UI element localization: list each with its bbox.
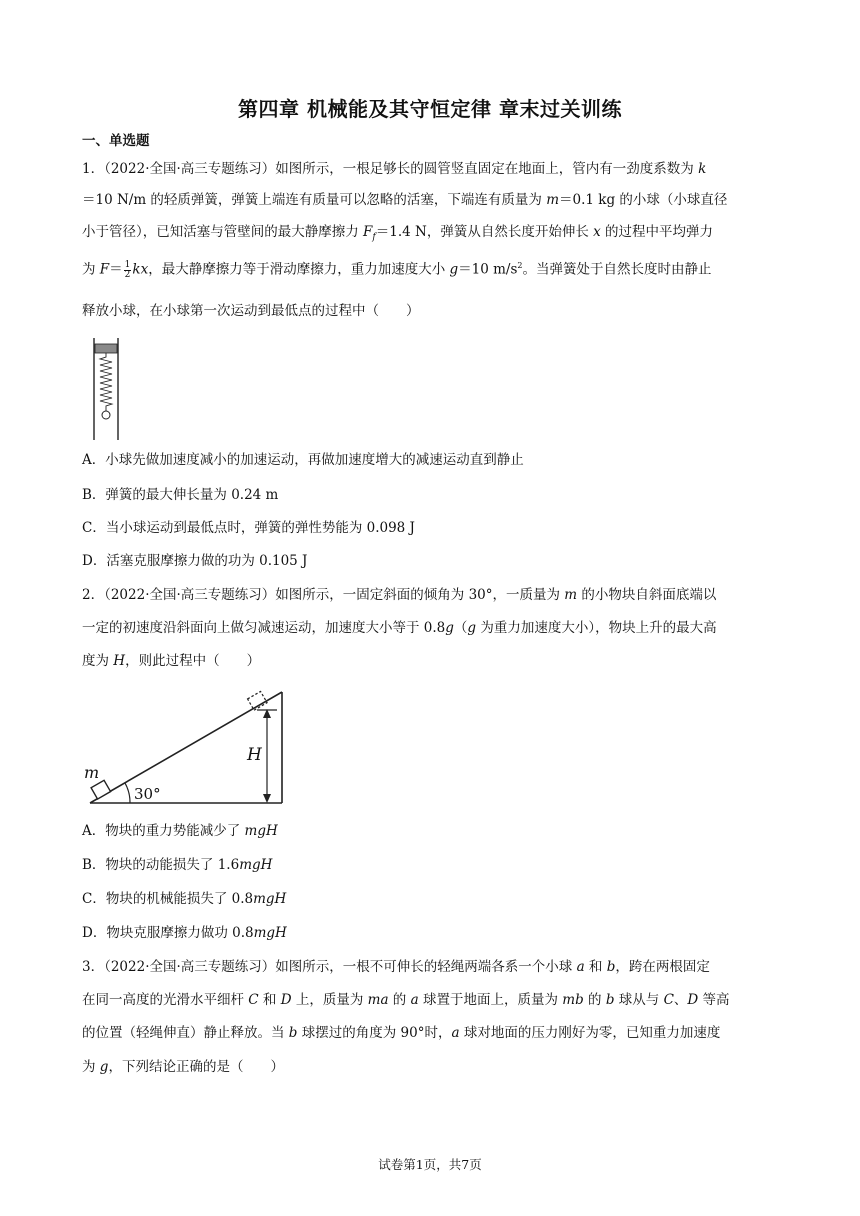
figure-label-h: H bbox=[247, 745, 262, 765]
q1-line-2: ＝10 N/m 的轻质弹簧，弹簧上端连有质量可以忽略的活塞，下端连有质量为 m＝0.1 kg 的小球（小球直径 bbox=[82, 192, 728, 208]
q1-option-a: A．小球先做加速度减小的加速运动，再做加速度增大的减速运动直到静止 bbox=[82, 452, 524, 468]
q1-line-3: 小于管径），已知活塞与管壁间的最大静摩擦力 $F_f=1.4$ N，弹簧从自然长度开始伸长 x 的过程中平均弹力 bbox=[82, 224, 714, 243]
q1-line-5: 释放小球，在小球第一次运动到最低点的过程中（ ） bbox=[82, 303, 420, 319]
q2-line-3: 度为 H，则此过程中（ ） bbox=[82, 653, 261, 669]
q2-line-1: 2．（2022·全国·高三专题练习）如图所示，一固定斜面的倾角为 30°，一质量为 m 的小物块自斜面底端以 bbox=[82, 587, 717, 603]
section-heading: 一、单选题 bbox=[82, 133, 150, 149]
q1-line-1: 1．（2022·全国·高三专题练习）如图所示，一根足够长的圆管竖直固定在地面上，管内有一劲度系数为 k bbox=[82, 161, 707, 177]
q3-line-4: 为 g，下列结论正确的是（ ） bbox=[82, 1059, 284, 1075]
figure-label-angle: 30° bbox=[134, 785, 161, 803]
fraction-one-half: $\frac{1}{2}$ bbox=[124, 259, 131, 280]
page-footer: 试卷第1页，共7页 bbox=[378, 1157, 482, 1172]
q1-option-d: D．活塞克服摩擦力做的功为 0.105 J bbox=[82, 553, 308, 569]
spring-tube-figure bbox=[90, 336, 124, 442]
q1-option-b: B．弹簧的最大伸长量为 0.24 m bbox=[82, 487, 279, 503]
q1-option-c: C．当小球运动到最低点时，弹簧的弹性势能为 0.098 J bbox=[82, 520, 415, 536]
page-title: 第四章 机械能及其守恒定律 章末过关训练 bbox=[238, 97, 622, 121]
q2-option-d: D．物块克服摩擦力做功 0.8mgH bbox=[82, 925, 287, 941]
q2-option-b: B．物块的动能损失了 1.6mgH bbox=[82, 857, 273, 873]
q1-line-4: 为 F＝ $\frac{1}{2}$ kx，最大静摩擦力等于滑动摩擦力，重力加速度大小 g＝10 $m/s^2$。当弹簧处于自然长度时由静止 bbox=[82, 259, 712, 280]
q2-option-a: A．物块的重力势能减少了 mgH bbox=[82, 823, 278, 839]
q2-line-2: 一定的初速度沿斜面向上做匀减速运动，加速度大小等于 0.8g（g 为重力加速度大小），物块上升的最大高 bbox=[82, 620, 717, 636]
q3-line-1: 3．（2022·全国·高三专题练习）如图所示，一根不可伸长的轻绳两端各系一个小球 a 和 b，跨在两根固定 bbox=[82, 959, 710, 975]
q3-line-2: 在同一高度的光滑水平细杆 C 和 D 上，质量为 ma 的 a 球置于地面上，质量为 mb 的 b 球从与 C、D 等高 bbox=[82, 992, 730, 1008]
incline-figure bbox=[82, 686, 292, 808]
q2-option-c: C．物块的机械能损失了 0.8mgH bbox=[82, 891, 287, 907]
figure-label-m: m bbox=[84, 763, 100, 782]
q3-line-3: 的位置（轻绳伸直）静止释放。当 b 球摆过的角度为 90°时，a 球对地面的压力刚好为零，已知重力加速度 bbox=[82, 1025, 721, 1041]
